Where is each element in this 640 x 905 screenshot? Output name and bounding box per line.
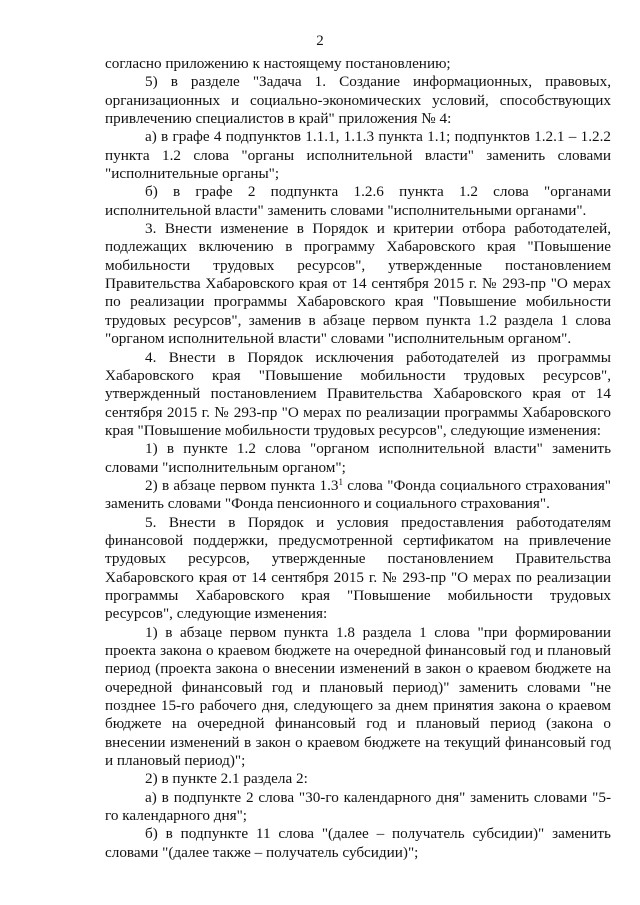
paragraph-subitem-a: а) в графе 4 подпунктов 1.1.1, 1.1.3 пункта 1.1; подпунктов 1.2.1 – 1.2.2 пункта 1.2 слова "органы исполнительной власти" заменить словами "исполнительные органы"; — [105, 128, 611, 183]
paragraph-section-5-subitem-b: б) в подпункте 11 слова "(далее – получатель субсидии)" заменить словами "(далее также – получатель субсидии)"; — [105, 825, 611, 861]
paragraph-item-5: 5) в разделе "Задача 1. Создание информационных, правовых, организационных и социально-экономических условий, способствующих привлечению специалистов в край" приложения № 4: — [105, 73, 611, 128]
page-number: 2 — [316, 33, 324, 49]
paragraph-continuation: согласно приложению к настоящему постановлению; — [105, 55, 451, 72]
paragraph-section-5: 5. Внести в Порядок и условия предоставления работодателям финансовой поддержки, предусмотренной сертификатом на привлечение трудовых ресурсов, утвержденные постановлением Правительства Хабаровского края от 14 сентября 2015 г. № 293-пр "О мерах по реализации программы Хабаровского края "Повышение мобильности трудовых ресурсов", следующие изменения: — [105, 513, 611, 623]
paragraph-text-after-sup: слова "Фонда социального страхования" заменить словами "Фонда пенсионного и социального страхования". — [105, 476, 612, 513]
paragraph-text-before-sup: 2) в абзаце первом пункта 1.3 — [145, 476, 339, 494]
superscript-number: 1 — [338, 476, 343, 487]
paragraph-section-5-item-2: 2) в пункте 2.1 раздела 2: — [145, 770, 308, 788]
paragraph-section-5-item-1: 1) в абзаце первом пункта 1.8 раздела 1 слова "при формировании проекта закона о краевом бюджете на очередной финансовый год и плановый период (проекта закона о внесении изменений в закон о краевом бюджете на очередной финансовый год и плановый период)" заменить словами "не позднее 15-го рабочего дня, следующего за днем принятия закона о краевом бюджете на очередной финансовый год и плановый период (закона о внесении изменений в закон о краевом бюджете на текущий финансовый год и плановый период)"; — [105, 623, 611, 770]
paragraph-section-3: 3. Внести изменение в Порядок и критерии отбора работодателей, подлежащих включению в программу Хабаровского края "Повышение мобильности трудовых ресурсов", утвержденные постановлением Правительства Хабаровского края от 14 сентября 2015 г. № 293-пр "О мерах по реализации программы Хабаровского края "Повышение мобильности трудовых ресурсов", заменив в абзаце первом пункта 1.2 раздела 1 слова "органом исполнительной власти" словами "исполнительным органом". — [105, 220, 611, 348]
paragraph-section-4-item-1: 1) в пункте 1.2 слова "органом исполнительной власти" заменить словами "исполнительным органом"; — [105, 440, 611, 476]
paragraph-section-4-item-2 — [105, 477, 611, 514]
paragraph-subitem-b: б) в графе 2 подпункта 1.2.6 пункта 1.2 слова "органами исполнительной власти" заменить словами "исполнительными органами". — [105, 183, 611, 219]
paragraph-section-5-subitem-a: а) в подпункте 2 слова "30-го календарного дня" заменить словами "5-го календарного дня"; — [105, 788, 611, 825]
document-body — [105, 55, 611, 862]
paragraph-section-4: 4. Внести в Порядок исключения работодателей из программы Хабаровского края "Повышение мобильности трудовых ресурсов", утвержденный постановлением Правительства Хабаровского края от 14 сентября 2015 г. № 293-пр "О мерах по реализации программы Хабаровского края "Повышение мобильности трудовых ресурсов", следующие изменения: — [105, 348, 611, 439]
